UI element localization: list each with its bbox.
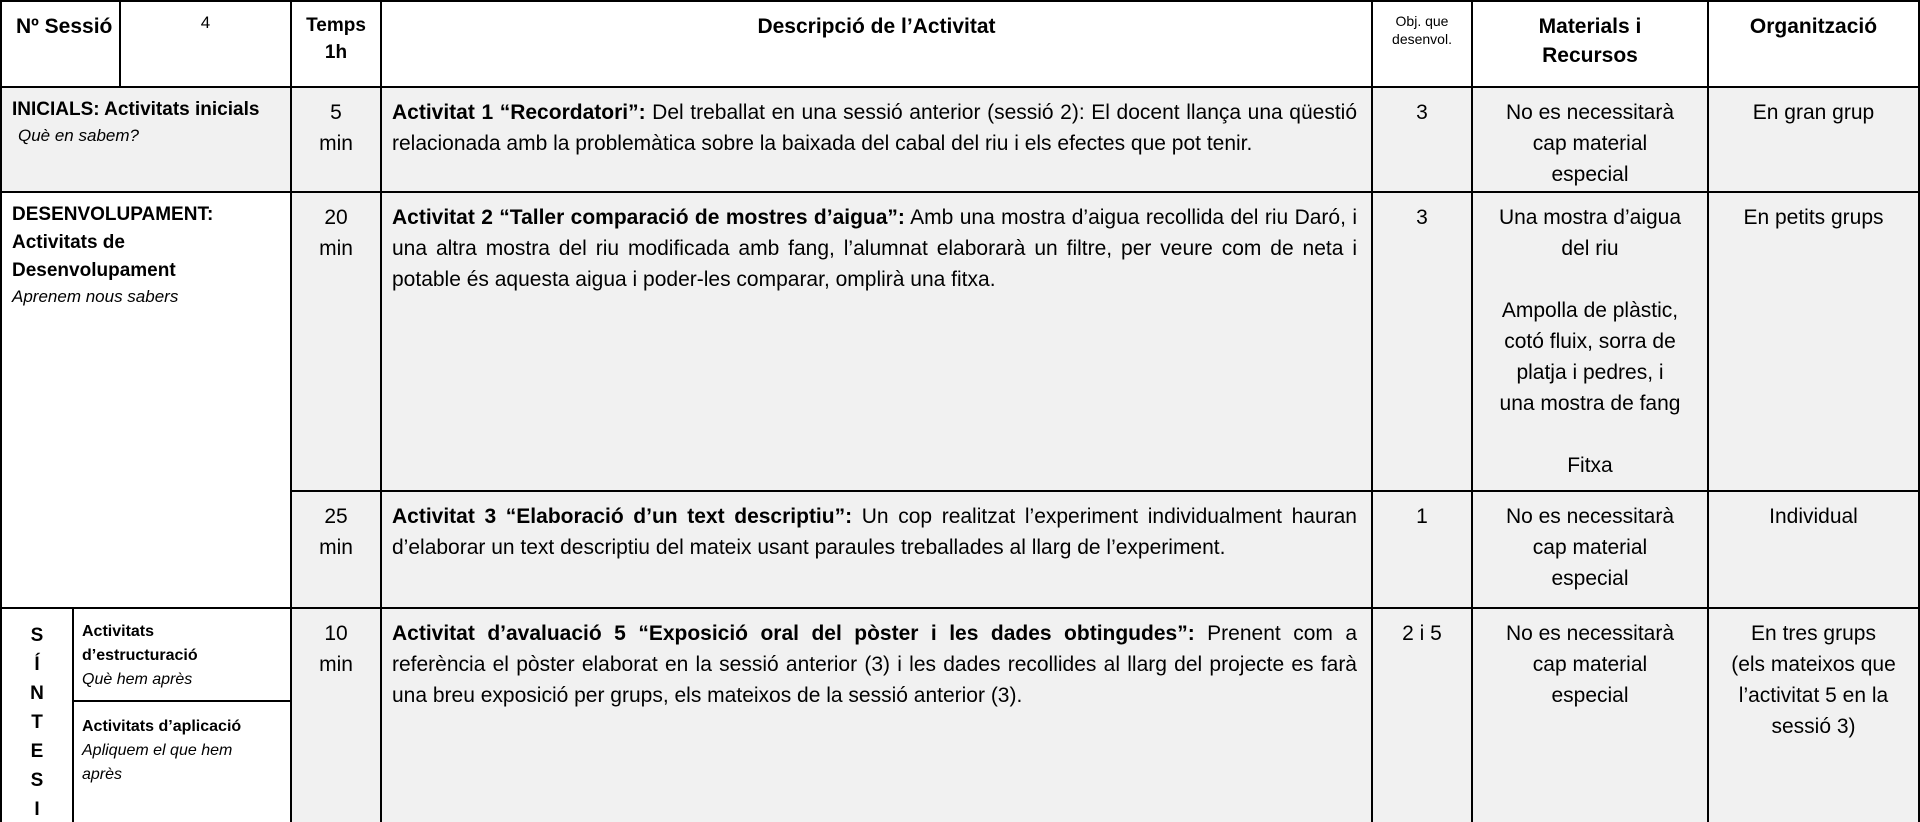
organization-header-cell xyxy=(1707,0,1920,88)
row1-organization-cell xyxy=(1707,86,1920,193)
row1-time-cell xyxy=(290,86,382,193)
row4-description-cell xyxy=(380,607,1373,822)
sintesi-letter-1: S xyxy=(30,625,44,646)
row3-materials-cell xyxy=(1471,490,1709,609)
row3-activity-title: Activitat 3 “Elaboració d’un text descriptiu”: xyxy=(392,505,853,528)
row3-organization-cell xyxy=(1707,490,1920,609)
row2-description-cell xyxy=(380,191,1373,492)
row3-time-value: 25 xyxy=(324,505,348,528)
row4-materials-cell xyxy=(1471,607,1709,822)
phase-inicials-title: INICIALS: Activitats inicials xyxy=(12,99,260,120)
row2-materials-b2: cotó fluix, sorra de xyxy=(1504,330,1676,353)
row4-objectives: 2 i 5 xyxy=(1402,622,1442,645)
phase-inicials-cell xyxy=(0,86,292,193)
row2-materials-a1: Una mostra d’aigua xyxy=(1498,206,1682,229)
row1-materials-cell xyxy=(1471,86,1709,193)
row1-materials-line2: cap material xyxy=(1532,132,1648,155)
session-number-cell xyxy=(119,0,292,88)
aplicacio-subtitle-line2: après xyxy=(82,766,123,783)
aplicacio-title: Activitats d’aplicació xyxy=(82,718,242,735)
session-label-cell xyxy=(0,0,121,88)
row1-objectives: 3 xyxy=(1416,101,1428,124)
sintesi-letter-4: T xyxy=(31,712,43,733)
row1-time-unit: min xyxy=(319,132,353,155)
sintesi-letter-6: S xyxy=(30,770,44,791)
row3-description-cell xyxy=(380,490,1373,609)
row2-materials-b3: platja i pedres, i xyxy=(1516,361,1664,384)
phase-inicials-subtitle: Què en sabem? xyxy=(18,126,139,145)
objectives-header-line2: desenvol. xyxy=(1392,31,1452,47)
row3-objectives-cell xyxy=(1371,490,1473,609)
row3-materials-line3: especial xyxy=(1551,567,1629,590)
row4-materials-line1: No es necessitarà xyxy=(1505,622,1675,645)
row3-time-unit: min xyxy=(319,536,353,559)
row4-organization-line1: En tres grups xyxy=(1751,622,1876,645)
row4-activity-text: Prenent com a referència el pòster elaborat en la sessió anterior (3) i les dades recollides al llarg del projecte es farà una breu exposició per grups, els mateixos de la sessió anterior (3). xyxy=(392,622,1358,707)
row1-description-cell xyxy=(380,86,1373,193)
row4-organization-line2: (els mateixos que xyxy=(1731,653,1896,676)
row4-organization-line4: sessió 3) xyxy=(1771,715,1856,738)
materials-header-line2: Recursos xyxy=(1542,44,1638,67)
time-header-line1: Temps xyxy=(306,15,366,36)
row4-organization-cell xyxy=(1707,607,1920,822)
row4-time-value: 10 xyxy=(324,622,348,645)
estructuracio-title-line1: Activitats xyxy=(82,623,155,640)
row2-activity-text: Amb una mostra d’aigua recollida del riu Daró, i una altra mostra del riu modificada amb fang, l’alumnat elaborarà un filtre, per veure com de neta i potable és aquesta aigua i poder-les comparar, omplirà una fitxa. xyxy=(392,206,1357,291)
row3-objectives: 1 xyxy=(1416,505,1428,528)
phase-estructuracio-cell xyxy=(72,607,292,702)
row2-time-unit: min xyxy=(319,237,353,260)
time-header-line2: 1h xyxy=(324,42,348,63)
row4-materials-line2: cap material xyxy=(1532,653,1648,676)
row2-organization-cell xyxy=(1707,191,1920,492)
sintesi-letter-5: E xyxy=(30,741,44,762)
row2-materials-a2: del riu xyxy=(1561,237,1619,260)
row2-materials-cell xyxy=(1471,191,1709,492)
row3-activity-text: Un cop realitzat l’experiment individualment hauran d’elaborar un text descriptiu del mateix usant paraules treballades al llarg de l’experiment. xyxy=(392,505,1357,559)
row2-materials-b1: Ampolla de plàstic, xyxy=(1501,299,1679,322)
row1-activity-text: Del treballat en una sessió anterior (sessió 2): El docent llança una qüestió relacionada amb la problemàtica sobre la baixada del cabal del riu i els efectes que pot tenir. xyxy=(392,101,1357,155)
row1-materials-line1: No es necessitarà xyxy=(1505,101,1675,124)
row3-materials-line1: No es necessitarà xyxy=(1505,505,1675,528)
phase-aplicacio-cell xyxy=(72,700,292,822)
phase-desenvolupament-title-line1: DESENVOLUPAMENT: xyxy=(12,204,214,225)
row4-activity-title: Activitat d’avaluació 5 “Exposició oral del pòster i les dades obtingudes”: xyxy=(392,622,1195,645)
sintesi-letter-2: Í xyxy=(34,654,40,675)
row3-time-cell xyxy=(290,490,382,609)
phase-desenvolupament-title-line3: Desenvolupament xyxy=(12,260,176,281)
phase-desenvolupament-subtitle: Aprenem nous sabers xyxy=(12,287,179,306)
phase-desenvolupament-cell xyxy=(0,191,292,609)
objectives-header-cell xyxy=(1371,0,1473,88)
row1-activity-title: Activitat 1 “Recordatori”: xyxy=(392,101,646,124)
row4-time-unit: min xyxy=(319,653,353,676)
row4-materials-line3: especial xyxy=(1551,684,1629,707)
row3-materials-line2: cap material xyxy=(1532,536,1648,559)
row3-organization: Individual xyxy=(1769,505,1858,528)
row4-organization-line3: l’activitat 5 en la xyxy=(1738,684,1889,707)
row2-materials-c1: Fitxa xyxy=(1567,454,1613,477)
phase-desenvolupament-title-line2: Activitats de xyxy=(12,232,125,253)
phase-sintesi-vertical-cell xyxy=(0,607,74,822)
session-label: Nº Sessió xyxy=(16,15,113,38)
estructuracio-title-line2: d’estructuració xyxy=(82,647,198,664)
objectives-header-line1: Obj. que xyxy=(1395,13,1449,29)
row1-materials-line3: especial xyxy=(1551,163,1629,186)
row2-organization: En petits grups xyxy=(1743,206,1884,229)
row1-time-value: 5 xyxy=(330,101,342,124)
materials-header-cell xyxy=(1471,0,1709,88)
description-header: Descripció de l’Activitat xyxy=(757,15,996,38)
row2-objectives-cell xyxy=(1371,191,1473,492)
sintesi-letter-3: N xyxy=(30,683,44,704)
row4-time-cell xyxy=(290,607,382,822)
row1-objectives-cell xyxy=(1371,86,1473,193)
row4-objectives-cell xyxy=(1371,607,1473,822)
row2-time-value: 20 xyxy=(324,206,348,229)
session-number: 4 xyxy=(200,13,211,32)
row2-activity-title: Activitat 2 “Taller comparació de mostres d’aigua”: xyxy=(392,206,905,229)
aplicacio-subtitle-line1: Apliquem el que hem xyxy=(82,742,233,759)
row2-materials-b4: una mostra de fang xyxy=(1499,392,1681,415)
row2-time-cell xyxy=(290,191,382,492)
materials-header-line1: Materials i xyxy=(1538,15,1642,38)
row2-objectives: 3 xyxy=(1416,206,1428,229)
time-header-cell xyxy=(290,0,382,88)
row1-organization: En gran grup xyxy=(1752,101,1875,124)
organization-header: Organització xyxy=(1749,15,1878,38)
estructuracio-subtitle: Què hem après xyxy=(82,671,193,688)
sintesi-letter-7: I xyxy=(34,799,40,820)
description-header-cell xyxy=(380,0,1373,88)
